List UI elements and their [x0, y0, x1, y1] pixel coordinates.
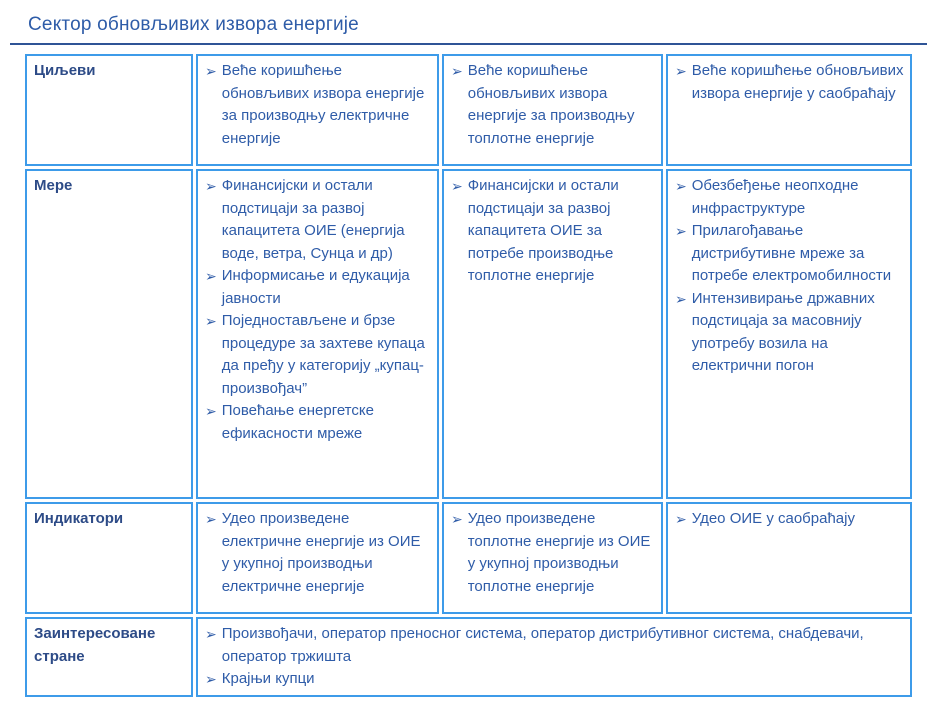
arrow-bullet-icon: ➢ [205, 403, 217, 419]
list-item-text: Удео произведене електричне енергије из ОИЕ у укупној производњи електричне енергије [221, 510, 421, 595]
row-label-measures: Мере [25, 169, 193, 499]
arrow-bullet-icon: ➢ [205, 511, 217, 527]
arrow-bullet-icon: ➢ [205, 313, 217, 329]
cell-indicators-electricity [196, 502, 439, 614]
cell-indicators-heating [442, 502, 663, 614]
table-row-stakeholders [25, 617, 912, 697]
cell-indicators-transport [666, 502, 912, 614]
list-item-text: Обезбеђење неопходне инфраструктуре [691, 177, 859, 217]
list-item-text: Веће коришћење обновљивих извора енергије у саобраћају [691, 62, 904, 102]
table-row-measures [25, 169, 912, 499]
page-title: Сектор обновљивих извора енергије [28, 14, 359, 35]
cell-stakeholders [196, 617, 912, 697]
list-item [205, 310, 431, 400]
arrow-bullet-icon: ➢ [205, 626, 217, 642]
list-item-text: Веће коришћење обновљивих извора енергије за производњу топлотне енергије [467, 62, 635, 147]
arrow-bullet-icon: ➢ [675, 223, 687, 239]
cell-goals-transport [666, 54, 912, 166]
list-item-text: Интензивирање државних подстицаја за масовнију употребу возила на електрични погон [691, 289, 875, 374]
row-label-indicators: Индикатори [25, 502, 193, 614]
cell-goals-heating [442, 54, 663, 166]
list-item [205, 623, 904, 668]
arrow-bullet-icon: ➢ [451, 511, 463, 527]
list-item [675, 60, 904, 105]
list-item [451, 60, 655, 150]
list-item-text: Крајњи купци [221, 670, 315, 687]
cell-measures-electricity [196, 169, 439, 499]
list-item [205, 175, 431, 265]
cell-measures-transport [666, 169, 912, 499]
arrow-bullet-icon: ➢ [205, 178, 217, 194]
list-item [205, 60, 431, 150]
cell-goals-electricity [196, 54, 439, 166]
title-underline [10, 43, 927, 45]
list-item [205, 400, 431, 445]
list-item [205, 508, 431, 598]
list-item-text: Прилагођавање дистрибутивне мреже за потребе електромобилности [691, 222, 892, 284]
arrow-bullet-icon: ➢ [451, 178, 463, 194]
cell-measures-heating [442, 169, 663, 499]
list-item [675, 508, 904, 531]
list-item-text: Финансијски и остали подстицаји за развој капацитета ОИЕ за потребе производње топлотне енергије [467, 177, 619, 284]
list-item-text: Произвођачи, оператор преносног система, оператор дистрибутивног система, снабдевачи, оператор тржишта [221, 625, 864, 665]
list-item-text: Поједностављене и брзе процедуре за захтеве купаца да пређу у категорију „купац-произвођач” [221, 312, 425, 397]
row-label-goals: Циљеви [25, 54, 193, 166]
arrow-bullet-icon: ➢ [675, 178, 687, 194]
arrow-bullet-icon: ➢ [675, 290, 687, 307]
list-item [675, 175, 904, 220]
list-item [451, 508, 655, 598]
arrow-bullet-icon: ➢ [205, 63, 217, 79]
arrow-bullet-icon: ➢ [675, 511, 687, 527]
row-label-stakeholders: Заинтересоване стране [25, 617, 193, 697]
table-row-goals [25, 54, 912, 166]
arrow-bullet-icon: ➢ [205, 268, 217, 284]
renewables-sector-table [22, 51, 915, 700]
list-item-text: Удео произведене топлотне енергије из ОИЕ у укупној производњи топлотне енергије [467, 510, 651, 595]
list-item-text: Веће коришћење обновљивих извора енергије за производњу електричне енергије [221, 62, 425, 147]
list-item-text: Удео ОИЕ у саобраћају [691, 510, 855, 527]
list-item-text: Финансијски и остали подстицаји за развој капацитета ОИЕ (енергија воде, ветра, Сунца и др) [221, 177, 405, 262]
table-row-indicators [25, 502, 912, 614]
arrow-bullet-icon: ➢ [451, 63, 463, 79]
list-item [451, 175, 655, 288]
list-item-text: Информисање и едукација јавности [221, 267, 410, 307]
arrow-bullet-icon: ➢ [675, 63, 687, 79]
list-item [205, 265, 431, 310]
list-item-text: Повећање енергетске ефикасности мреже [221, 402, 374, 442]
list-item [675, 220, 904, 288]
list-item [205, 668, 904, 691]
list-item [675, 288, 904, 378]
arrow-bullet-icon: ➢ [205, 671, 217, 687]
